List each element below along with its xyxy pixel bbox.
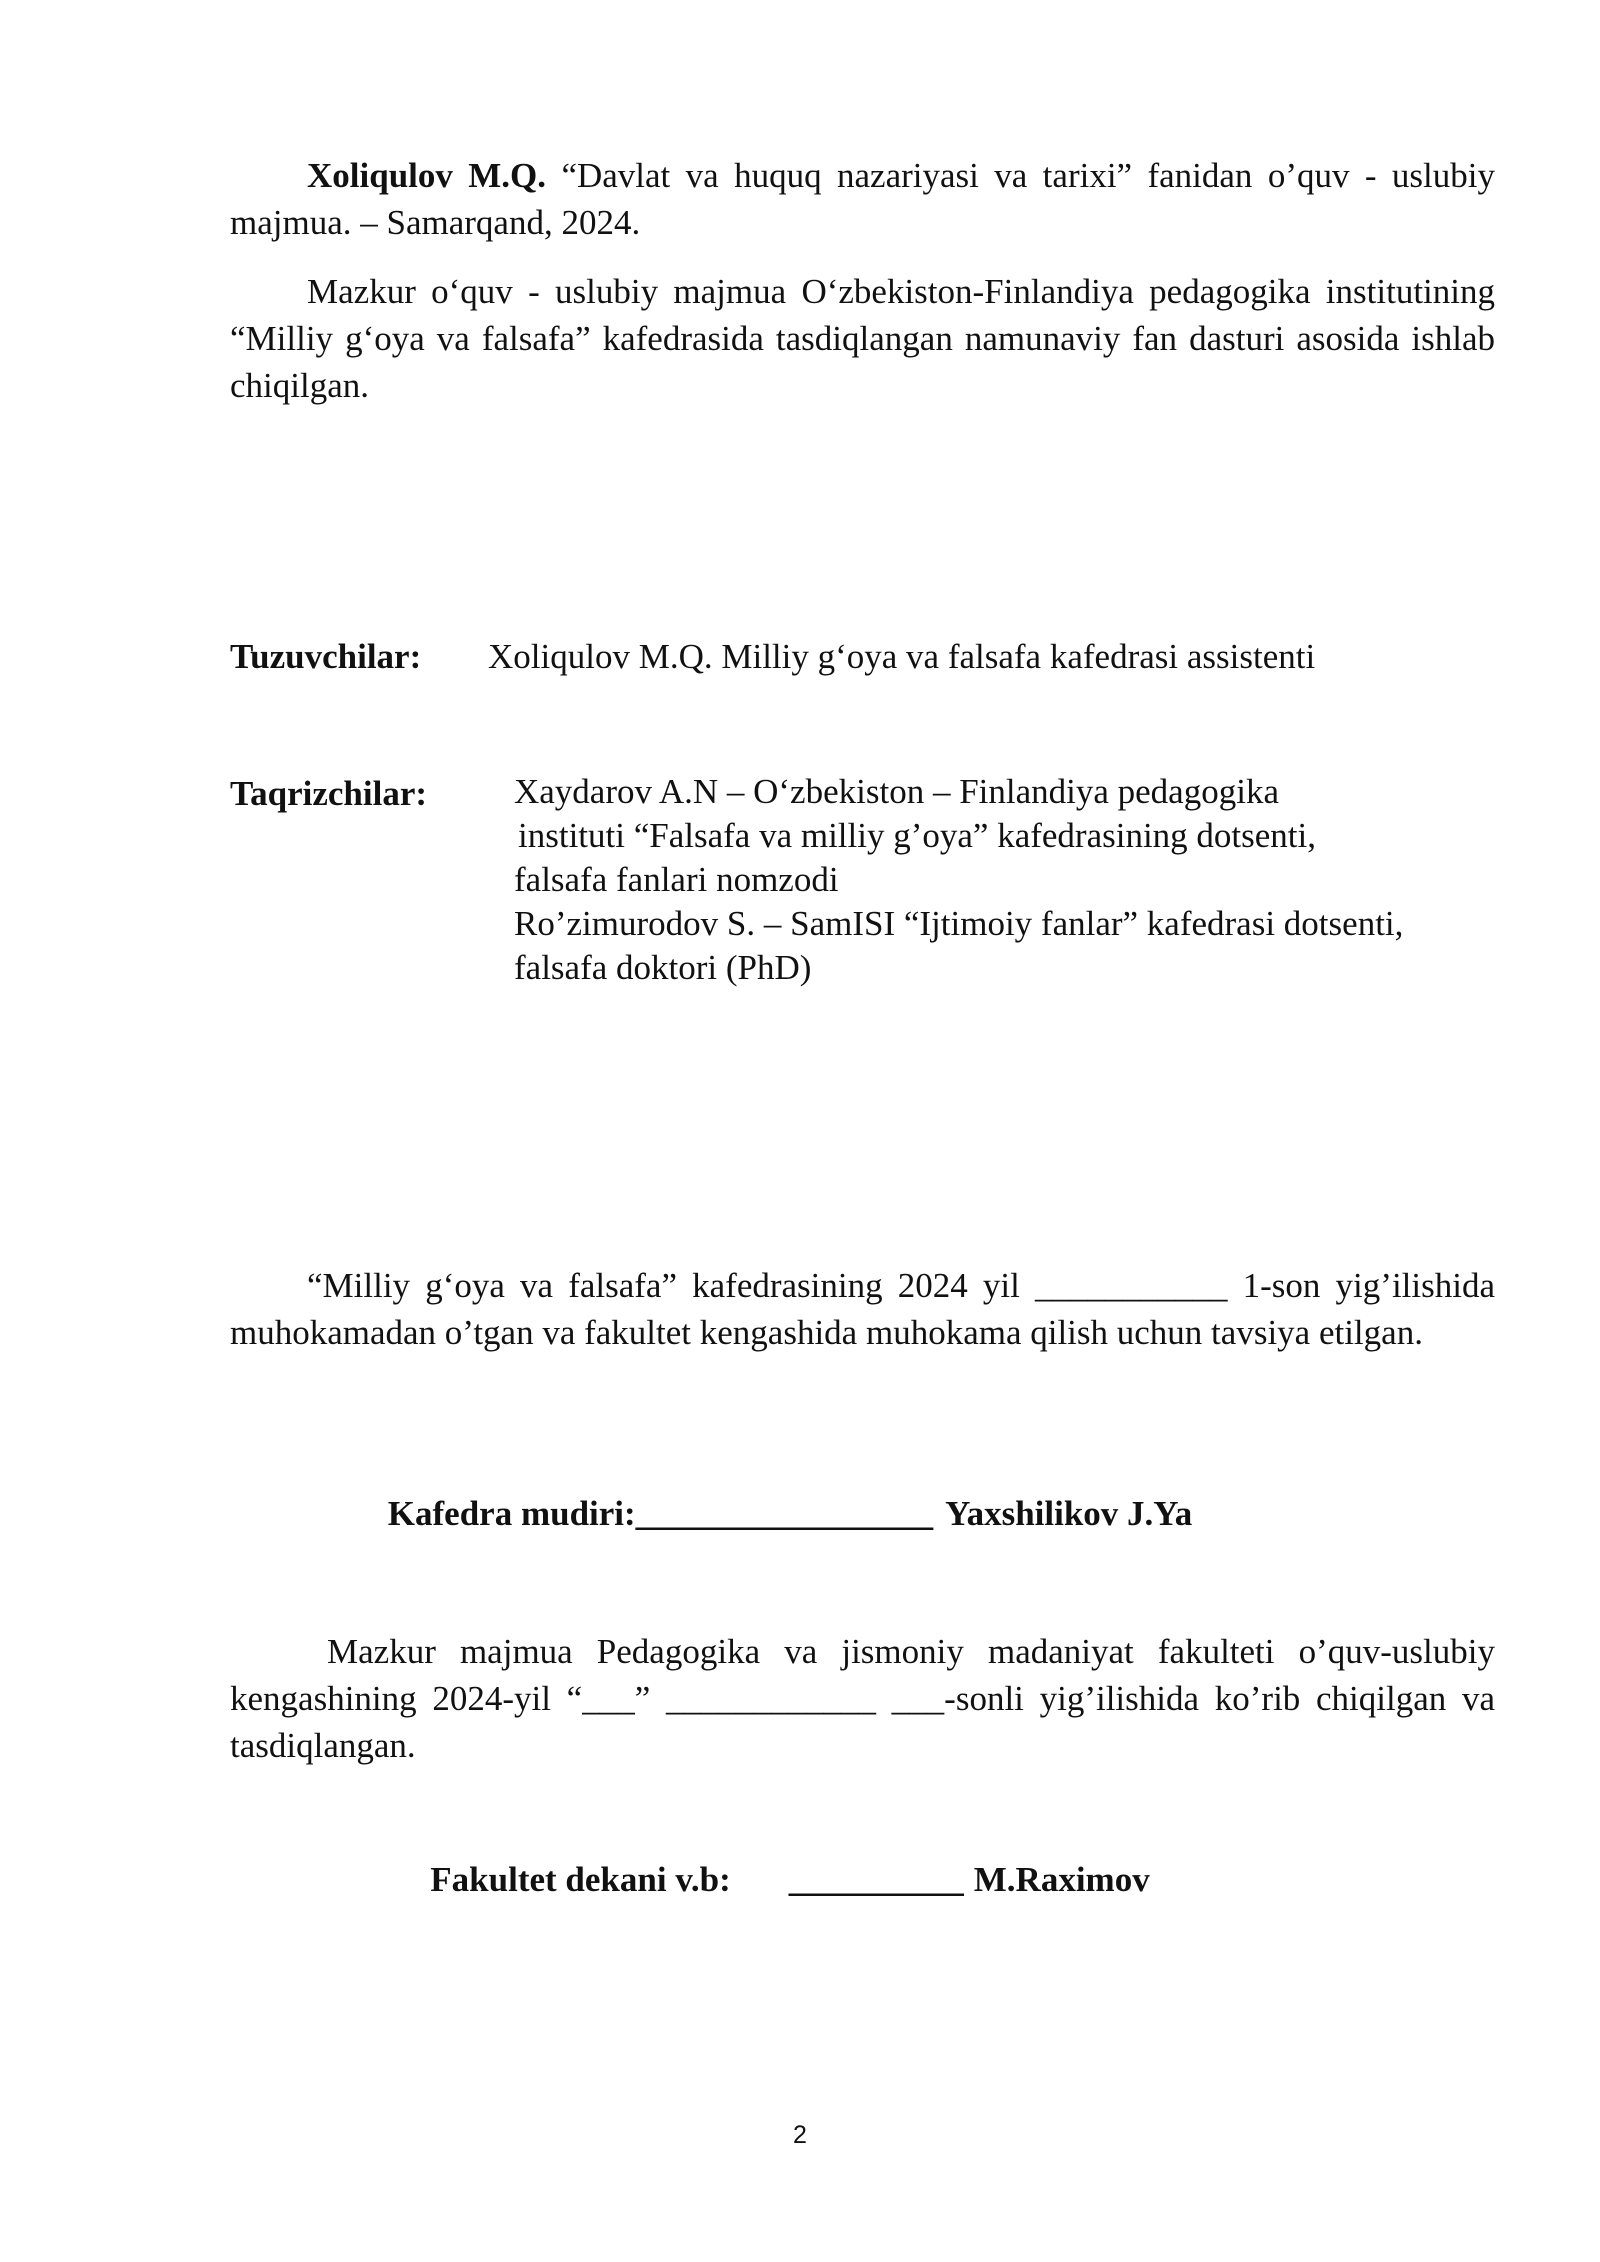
department-head-signature (0, 1490, 1590, 1537)
reviewer-line: Ro’zimurodov S. – SamISI “Ijtimoiy fanlar” kafedrasi dotsenti, (514, 904, 1404, 943)
signature-line: _________________ (635, 1494, 934, 1533)
faculty-approval-text: Mazkur majmua Pedagogika va jismoniy madaniyat fakulteti o’quv-uslubiy kengashining 2024-yil “___” ____________ ___-sonli yig’ilishida ko’rib chiqilgan va tasdiqlangan. (230, 1632, 1495, 1765)
page-number: 2 (793, 2121, 807, 2149)
reviewer-line: Xaydarov A.N – O‘zbekiston – Finlandiya pedagogika (514, 772, 1279, 811)
intro-citation (230, 152, 1495, 246)
signature-name: Yaxshilikov J.Ya (945, 1494, 1193, 1533)
author-name: Xoliqulov M.Q. (307, 156, 547, 195)
signature-line: __________ (788, 1860, 964, 1899)
compilers-label: Tuzuvchilar: (230, 637, 422, 676)
reviewers-list (514, 770, 1403, 990)
compilers-value: Xoliqulov M.Q. Milliy g‘oya va falsafa kafedrasi assistenti (488, 637, 1316, 676)
signature-label: Fakultet dekani v.b: (430, 1860, 731, 1899)
department-approval-text: “Milliy g‘oya va falsafa” kafedrasining 2024 yil ___________ 1-son yig’ilishida muhokamadan o’tgan va fakultet kengashida muhokama qilish uchun tavsiya etilgan. (230, 1266, 1495, 1352)
signature-label: Kafedra mudiri: (387, 1494, 636, 1533)
signature-name: M.Raximov (973, 1860, 1150, 1899)
intro-description: Mazkur o‘quv - uslubiy majmua O‘zbekiston-Finlandiya pedagogika institutining “Milliy g‘oya va falsafa” kafedrasida tasdiqlangan namunaviy fan dasturi asosida ishlab chiqilgan. (230, 272, 1495, 405)
reviewer-line: instituti “Falsafa va milliy g’oya” kafedrasining dotsenti, (518, 816, 1317, 855)
citation-title: “Davlat va huquq nazariyasi va tarixi” fanidan o’quv - uslubiy majmua. – Samarqand, 2024. (230, 156, 1495, 242)
reviewer-line: falsafa doktori (PhD) (514, 948, 812, 987)
reviewers-label: Taqrizchilar: (230, 774, 428, 813)
reviewer-line: falsafa fanlari nomzodi (514, 860, 839, 899)
dean-signature (0, 1856, 1590, 1903)
